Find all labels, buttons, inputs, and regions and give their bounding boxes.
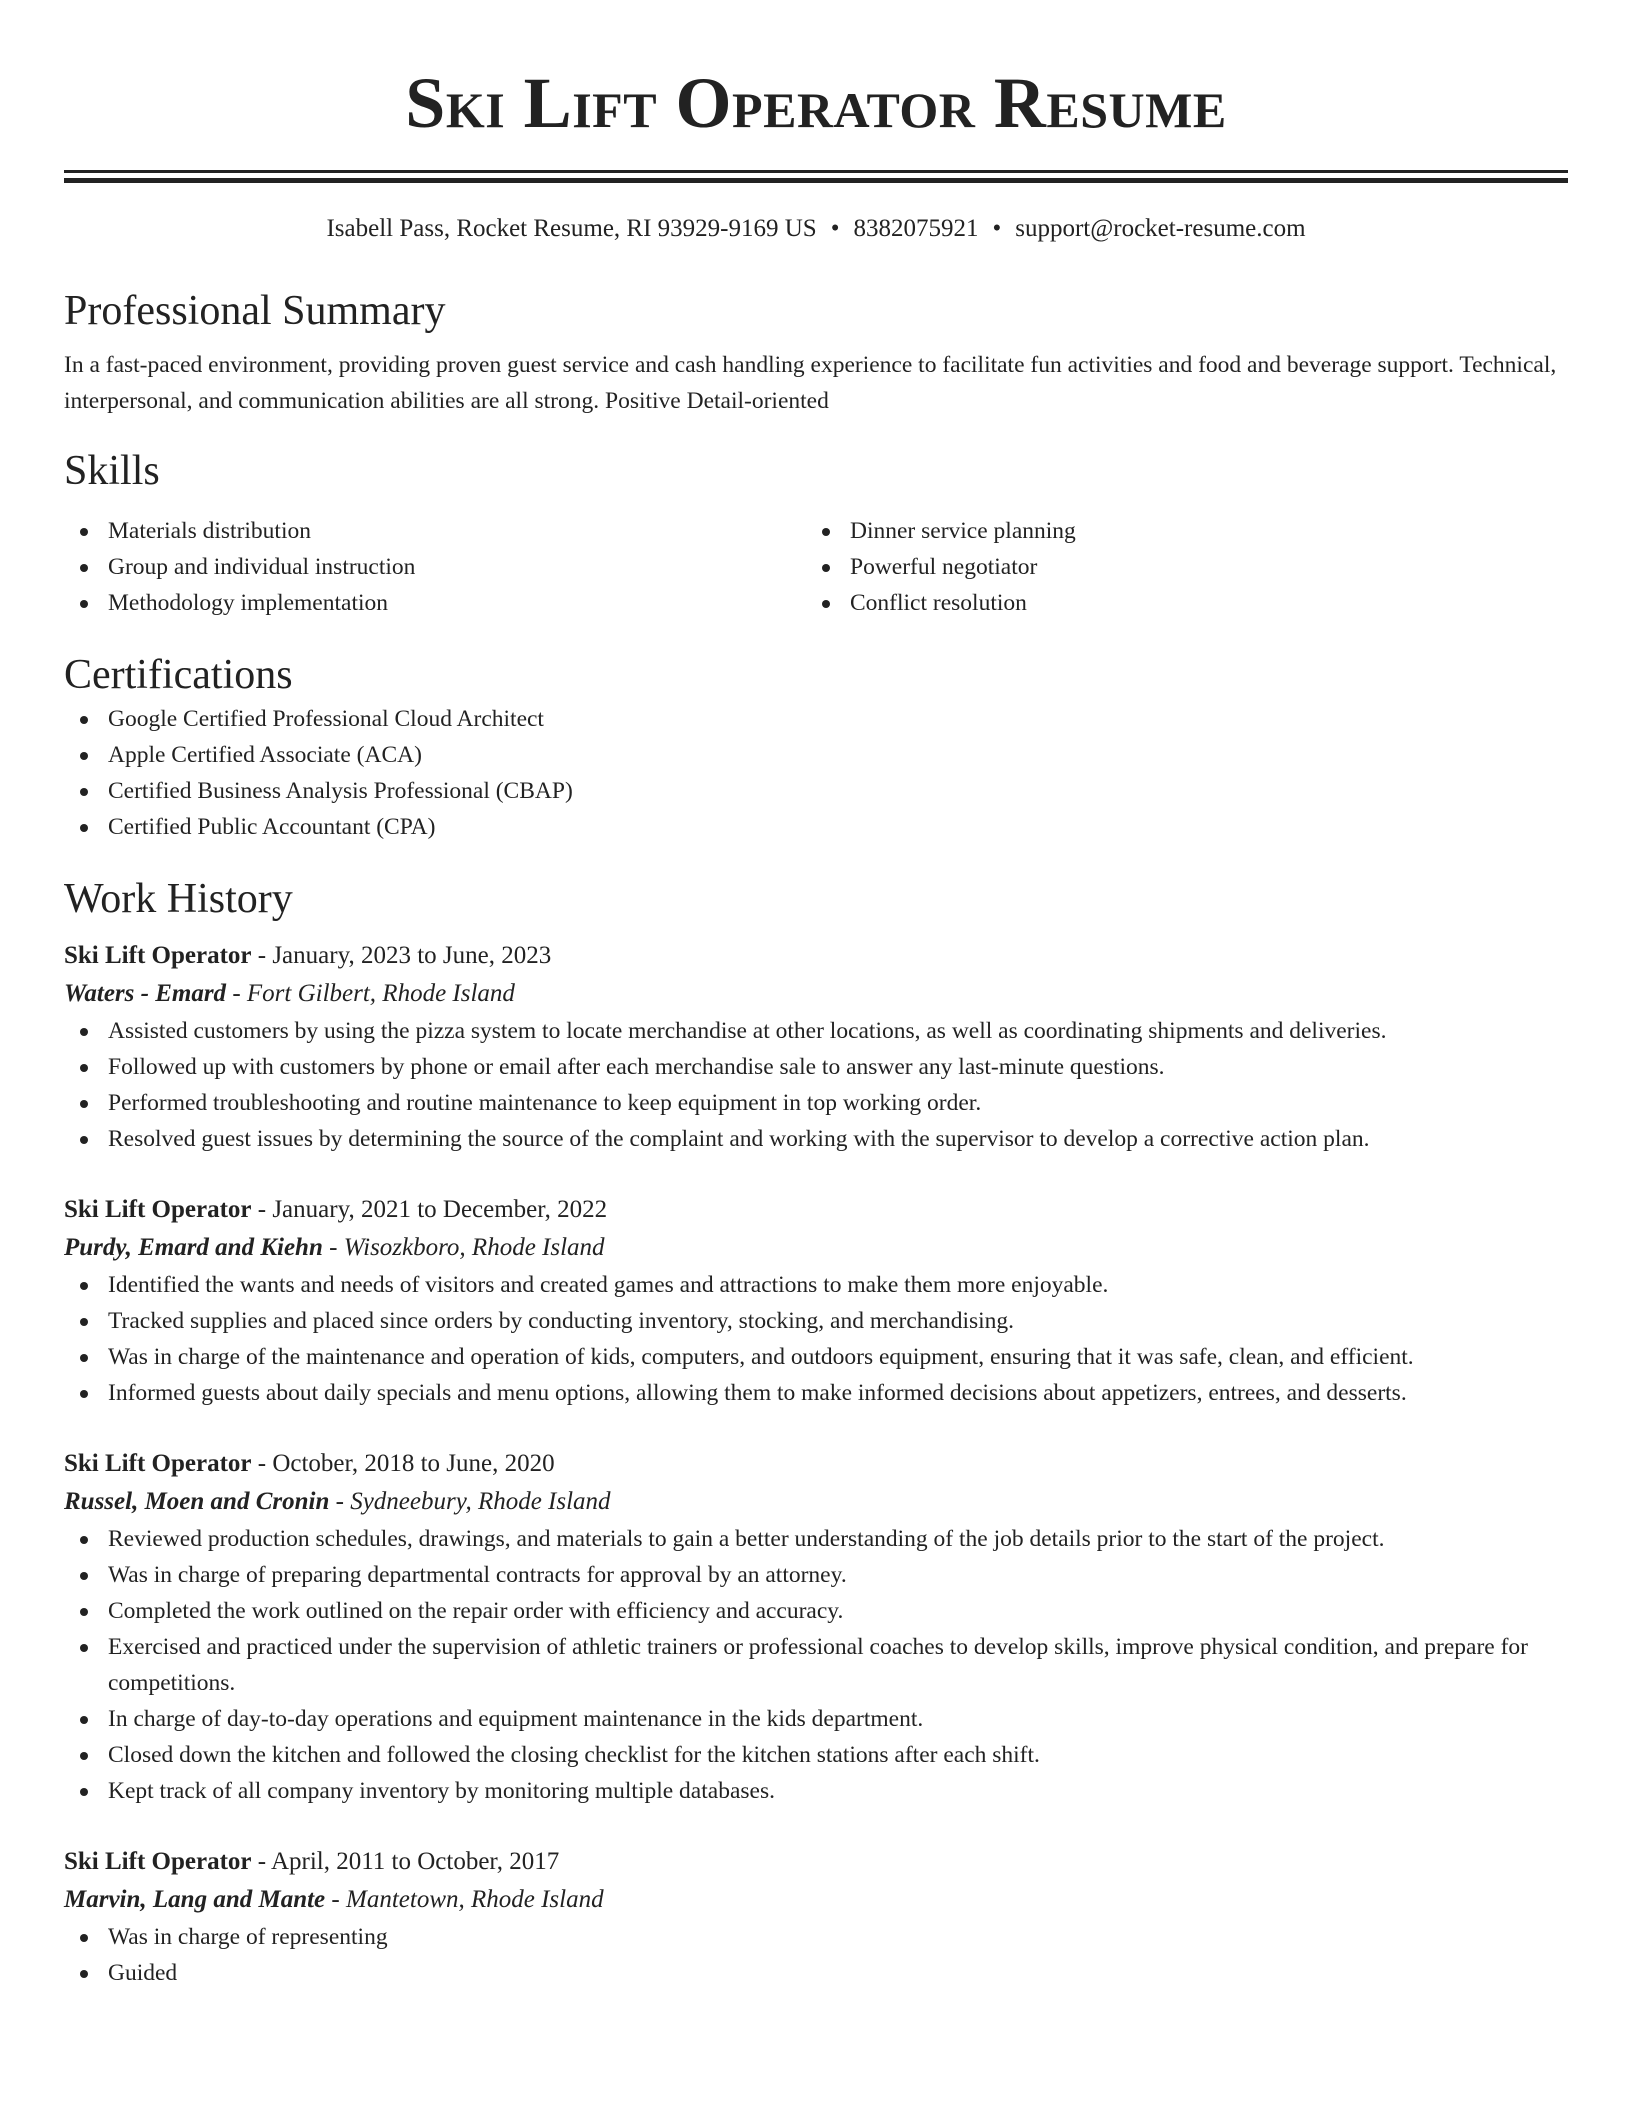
- dash-separator: -: [329, 1488, 351, 1515]
- company-location: Fort Gilbert, Rhode Island: [246, 980, 515, 1007]
- job-duty: Performed troubleshooting and routine maintenance to keep equipment in top working order.: [64, 1085, 1568, 1121]
- job-duty: Closed down the kitchen and followed the closing checklist for the kitchen stations after each shift.: [64, 1737, 1568, 1773]
- certifications-heading: Certifications: [64, 652, 293, 698]
- job-title-line: [64, 1843, 1568, 1881]
- company-name: Waters - Emard: [64, 980, 227, 1007]
- dash-separator: -: [325, 1886, 346, 1913]
- company-line: [64, 975, 1568, 1013]
- skills-grid: [64, 513, 1568, 621]
- company-line: [64, 1229, 1568, 1267]
- contact-address: Isabell Pass, Rocket Resume, RI 93929-9169 US: [326, 215, 817, 242]
- certification-item: Certified Business Analysis Professional (CBAP): [64, 773, 1568, 809]
- job-title: Ski Lift Operator: [64, 1196, 252, 1223]
- skill-item: Methodology implementation: [64, 585, 806, 621]
- resume-page: [64, 0, 1568, 1991]
- job-title: Ski Lift Operator: [64, 1848, 252, 1875]
- skills-column-right: [806, 513, 1548, 621]
- job-title: Ski Lift Operator: [64, 942, 252, 969]
- job-duty: Was in charge of the maintenance and operation of kids, computers, and outdoors equipment, ensuring that it was safe, clean, and efficient.: [64, 1339, 1568, 1375]
- job-entry: [64, 1191, 1568, 1411]
- job-dates: October, 2018 to June, 2020: [272, 1450, 555, 1477]
- dash-separator: -: [251, 1848, 271, 1875]
- certification-item: Google Certified Professional Cloud Architect: [64, 701, 1568, 737]
- skill-item: Materials distribution: [64, 513, 806, 549]
- company-line: [64, 1483, 1568, 1521]
- job-dates: January, 2023 to June, 2023: [272, 942, 552, 969]
- job-duty: Was in charge of representing: [64, 1919, 1568, 1955]
- job-duty: Reviewed production schedules, drawings, and materials to gain a better understanding of the job details prior to the start of the project.: [64, 1521, 1568, 1557]
- dash-separator: -: [251, 1196, 273, 1223]
- job-entry: [64, 1445, 1568, 1809]
- skills-list-left: [64, 513, 806, 621]
- work-history-section: [64, 873, 1568, 1991]
- skill-item: Conflict resolution: [806, 585, 1548, 621]
- company-line: [64, 1881, 1568, 1919]
- dash-separator: -: [251, 942, 273, 969]
- job-duty: Completed the work outlined on the repair order with efficiency and accuracy.: [64, 1593, 1568, 1629]
- job-duty: Identified the wants and needs of visitors and created games and attractions to make them more enjoyable.: [64, 1267, 1568, 1303]
- job-duty: Exercised and practiced under the supervision of athletic trainers or professional coaches to develop skills, improve physical condition, and prepare for competitions.: [64, 1629, 1568, 1701]
- contact-line: [64, 213, 1568, 245]
- summary-section: [64, 285, 1568, 419]
- skill-item: Dinner service planning: [806, 513, 1548, 549]
- contact-separator: •: [992, 215, 1002, 242]
- job-title-line: [64, 937, 1568, 975]
- job-duties-list: [64, 1919, 1568, 1991]
- dash-separator: -: [251, 1450, 273, 1477]
- company-location: Mantetown, Rhode Island: [346, 1886, 604, 1913]
- job-duty: Resolved guest issues by determining the source of the complaint and working with the supervisor to develop a corrective action plan.: [64, 1121, 1568, 1157]
- certification-item: Certified Public Accountant (CPA): [64, 809, 1568, 845]
- job-entry: [64, 1843, 1568, 1991]
- job-dates: April, 2011 to October, 2017: [270, 1848, 560, 1875]
- certifications-list: [64, 701, 1568, 845]
- company-name: Purdy, Emard and Kiehn: [64, 1234, 323, 1261]
- skills-column-left: [64, 513, 806, 621]
- company-name: Marvin, Lang and Mante: [64, 1886, 326, 1913]
- company-name: Russel, Moen and Cronin: [64, 1488, 330, 1515]
- job-duties-list: [64, 1267, 1568, 1411]
- title-rule-bottom: [64, 178, 1568, 183]
- dash-separator: -: [322, 1234, 344, 1261]
- dash-separator: -: [226, 980, 247, 1007]
- job-duties-list: [64, 1521, 1568, 1809]
- job-duty: Informed guests about daily specials and menu options, allowing them to make informed decisions about appetizers, entrees, and desserts.: [64, 1375, 1568, 1411]
- skill-item: Powerful negotiator: [806, 549, 1548, 585]
- job-title: Ski Lift Operator: [64, 1450, 252, 1477]
- job-duty: Kept track of all company inventory by monitoring multiple databases.: [64, 1773, 1568, 1809]
- certifications-section: [64, 649, 1568, 845]
- job-duty: Followed up with customers by phone or email after each merchandise sale to answer any last-minute questions.: [64, 1049, 1568, 1085]
- contact-email: support@rocket-resume.com: [1015, 215, 1306, 242]
- summary-heading: Professional Summary: [64, 288, 446, 334]
- job-duty: Tracked supplies and placed since orders by conducting inventory, stocking, and merchandising.: [64, 1303, 1568, 1339]
- job-duties-list: [64, 1013, 1568, 1157]
- skills-section: [64, 445, 1568, 621]
- summary-text: In a fast-paced environment, providing proven guest service and cash handling experience to facilitate fun activities and food and beverage support. Technical, interpersonal, and communication abilities are all strong. Positive Detail-oriented: [64, 352, 1557, 414]
- contact-phone: 8382075921: [853, 215, 979, 242]
- company-location: Sydneebury, Rhode Island: [350, 1488, 611, 1515]
- title-rule-top: [64, 170, 1568, 173]
- job-title-line: [64, 1191, 1568, 1229]
- company-location: Wisozkboro, Rhode Island: [343, 1234, 605, 1261]
- job-duty: Was in charge of preparing departmental contracts for approval by an attorney.: [64, 1557, 1568, 1593]
- work-history-heading: Work History: [64, 876, 293, 922]
- skills-list-right: [806, 513, 1548, 621]
- job-title-line: [64, 1445, 1568, 1483]
- skills-heading: Skills: [64, 448, 160, 494]
- job-duty: In charge of day-to-day operations and equipment maintenance in the kids department.: [64, 1701, 1568, 1737]
- resume-title: Ski Lift Operator Resume: [405, 63, 1227, 143]
- job-entry: [64, 937, 1568, 1157]
- skill-item: Group and individual instruction: [64, 549, 806, 585]
- certification-item: Apple Certified Associate (ACA): [64, 737, 1568, 773]
- job-duty: Guided: [64, 1955, 1568, 1991]
- contact-separator: •: [830, 215, 840, 242]
- job-duty: Assisted customers by using the pizza system to locate merchandise at other locations, as well as coordinating shipments and deliveries.: [64, 1013, 1568, 1049]
- job-dates: January, 2021 to December, 2022: [272, 1196, 608, 1223]
